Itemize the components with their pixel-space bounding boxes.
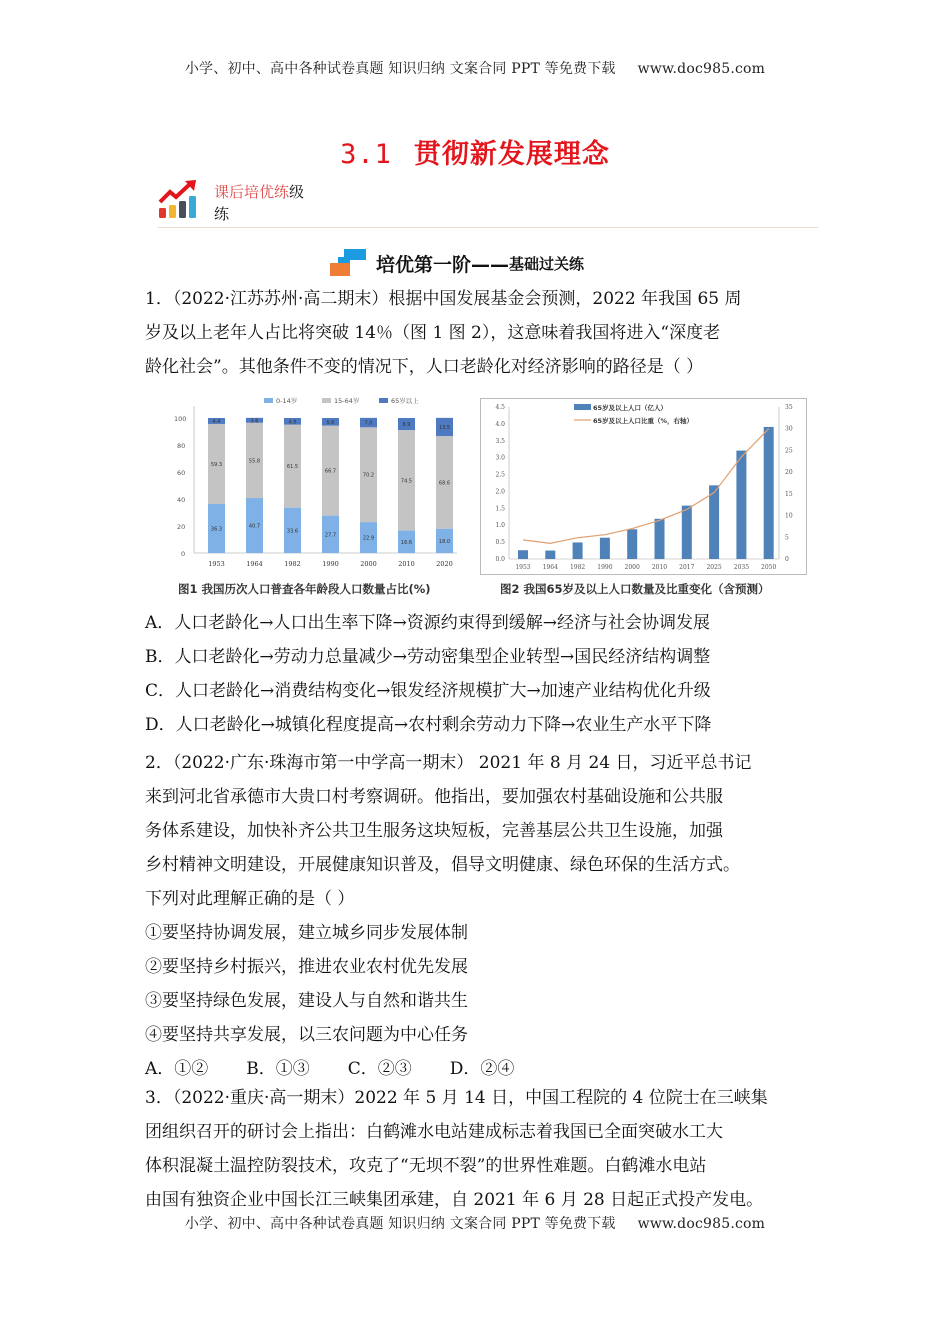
svg-text:2035: 2035 [733,564,750,571]
footer-url[interactable]: www.doc985.com [637,1216,766,1232]
svg-text:1953: 1953 [515,564,531,571]
svg-text:4.9: 4.9 [288,419,297,426]
svg-text:100: 100 [174,415,187,423]
svg-text:2.5: 2.5 [495,471,505,479]
option-d[interactable]: D．②④ [449,1059,515,1079]
figure-1-stacked-bar-chart [172,396,462,574]
svg-text:13.5: 13.5 [438,424,451,431]
svg-text:27.7: 27.7 [324,532,337,539]
header-text: 小学、初中、高中各种试卷真题 知识归纳 文案合同 PPT 等免费下载 [184,61,616,77]
svg-text:0.0: 0.0 [495,556,505,563]
option-a[interactable]: A．人口老龄化→人口出生率下降→资源约束得到缓解→经济与社会协调发展 [145,613,711,633]
svg-text:1953: 1953 [208,560,225,568]
svg-text:65岁以上: 65岁以上 [391,397,419,405]
svg-text:3.6: 3.6 [250,418,259,425]
svg-text:10: 10 [785,512,793,520]
statement-1: ①要坚持协调发展，建立城乡同步发展体制 [145,923,468,943]
svg-text:65岁及以上人口（亿人）: 65岁及以上人口（亿人） [593,404,668,412]
svg-text:2000: 2000 [360,560,377,568]
svg-text:80: 80 [177,442,186,450]
option-c[interactable]: C．人口老龄化→消费结构变化→银发经济规模扩大→加速产业结构优化升级 [145,681,711,701]
svg-text:1990: 1990 [597,564,613,571]
svg-text:0-14岁: 0-14岁 [276,397,298,405]
growth-chart-icon [158,180,200,220]
svg-text:36.3: 36.3 [210,526,223,533]
question-3: 3．（2022·重庆·高一期末）2022 年 5 月 14 日，中国工程院的 4 位院士在三峡集 团组织召开的研讨会上指出：白鹤滩水电站建成标志着我国已全面突破水工大 体积混凝土温控防裂技术，攻克了“无坝不裂”的世界性难题。白鹤滩水电站 由国有独资企业中国长江三峡集团承建，自 2021 年 6 月 28 日起正式投产发电。 [145,1088,768,1210]
svg-text:65岁及以上人口比重（%，右轴）: 65岁及以上人口比重（%，右轴） [593,417,694,425]
svg-text:2017: 2017 [679,564,695,571]
svg-text:59.3: 59.3 [210,461,223,468]
statement-4: ④要坚持共享发展，以三农问题为中心任务 [145,1025,468,1045]
svg-text:55.8: 55.8 [248,458,261,465]
svg-text:70.2: 70.2 [362,472,375,479]
svg-text:20: 20 [785,469,793,477]
svg-text:5.6: 5.6 [326,419,335,426]
option-a[interactable]: A．①② [145,1059,209,1079]
svg-text:16.6: 16.6 [400,539,413,546]
svg-text:3.5: 3.5 [495,437,505,445]
svg-text:2.0: 2.0 [495,488,505,496]
statement-2: ②要坚持乡村振兴，推进农业农村优先发展 [145,957,468,977]
svg-text:33.6: 33.6 [286,528,299,535]
svg-text:2010: 2010 [398,560,415,568]
question-1-options [145,606,825,742]
figures [172,396,812,576]
svg-text:1982: 1982 [284,560,301,568]
svg-text:40: 40 [177,496,186,504]
svg-text:7.0: 7.0 [364,420,373,427]
svg-text:2050: 2050 [761,564,777,571]
title-text: 贯彻新发展理念 [413,139,610,170]
svg-text:5: 5 [785,534,789,542]
svg-text:2025: 2025 [706,564,722,571]
question-2: 2．（2022·广东·珠海市第一中学高一期末） 2021 年 8 月 24 日，习近平总书记 来到河北省承德市大贵口村考察调研。他指出，要加强农村基础设施和公共服 务体系建设，加快补齐公共卫生服务这块短板，完善基层公共卫生设施，加强 乡村精神文明建设，开展健康知识普及，倡导文明健康、绿色环保的生活方式。 下列对此理解正确的是（ ） ①要坚持协调发展，建立城乡同步发展体制 ②要坚持乡村振兴，推进农业农村优先发展 ③要坚持绿色发展，建设人与自然和谐共生 ④要坚持共享发展，以三农问题为中心任务 A．①② B．①③ C．②③ D．②④ [145,746,825,1086]
figure-1-caption: 图1 我国历次人口普查各年龄段人口数量占比(%) [178,582,431,596]
header-url[interactable]: www.doc985.com [637,61,766,77]
option-d[interactable]: D．人口老龄化→城镇化程度提高→农村剩余劳动力下降→农业生产水平下降 [145,715,712,735]
svg-text:18.0: 18.0 [438,538,451,545]
statement-3: ③要坚持绿色发展，建设人与自然和谐共生 [145,991,468,1011]
svg-text:40.7: 40.7 [248,523,261,530]
svg-text:1.5: 1.5 [495,505,505,513]
svg-text:60: 60 [177,469,186,477]
svg-text:20: 20 [177,523,186,531]
svg-text:4.0: 4.0 [495,420,505,428]
svg-text:0.5: 0.5 [495,539,505,547]
option-b[interactable]: B．人口老龄化→劳动力总量减少→劳动密集型企业转型→国民经济结构调整 [145,647,711,667]
svg-text:1982: 1982 [569,564,586,571]
svg-text:0: 0 [181,550,186,558]
svg-text:68.6: 68.6 [438,480,451,487]
svg-text:35: 35 [785,404,793,411]
svg-text:22.9: 22.9 [362,535,375,542]
svg-text:30: 30 [785,425,793,433]
figure-2-bar-line-chart [480,398,807,575]
svg-text:1964: 1964 [542,564,558,571]
svg-text:2020: 2020 [436,560,453,568]
section-heading: 培优第一阶—— 基础过关练 [330,248,584,278]
footer-text: 小学、初中、高中各种试卷真题 知识归纳 文案合同 PPT 等免费下载 [184,1216,616,1232]
svg-text:4.5: 4.5 [495,404,505,411]
title-number: 3.1 [340,139,392,170]
svg-text:66.7: 66.7 [324,468,337,475]
svg-text:1.0: 1.0 [495,522,505,530]
page-title [0,132,950,171]
svg-text:25: 25 [785,447,793,455]
divider [158,227,818,228]
figure-2-caption: 图2 我国65岁及以上人口数量及比重变化（含预测） [500,582,770,596]
option-b[interactable]: B．①③ [246,1059,310,1079]
svg-text:1990: 1990 [322,560,339,568]
svg-text:3.0: 3.0 [495,454,505,462]
practice-label: 课后培优练级 练 [214,183,305,223]
svg-text:1964: 1964 [246,560,263,568]
svg-text:4.4: 4.4 [212,418,221,425]
svg-text:15: 15 [785,490,793,498]
svg-text:2000: 2000 [624,564,640,571]
page-footer [0,1213,950,1233]
svg-text:15-64岁: 15-64岁 [334,397,360,405]
question-1: 1．（2022·江苏苏州·高二期末）根据中国发展基金会预测，2022 年我国 65 周 岁及以上老年人占比将突破 14％（图 1 图 2），这意味着我国将进入“深度老 龄化社会”。其他条件不变的情况下，人口老龄化对经济影响的路径是（ ） [145,289,742,377]
svg-text:61.5: 61.5 [286,464,299,471]
svg-text:74.5: 74.5 [400,478,413,485]
page-header [0,58,950,78]
stairs-icon [330,249,368,277]
svg-text:2010: 2010 [651,564,668,571]
svg-text:8.9: 8.9 [402,422,411,429]
svg-text:0: 0 [785,556,789,563]
option-c[interactable]: C．②③ [347,1059,412,1079]
